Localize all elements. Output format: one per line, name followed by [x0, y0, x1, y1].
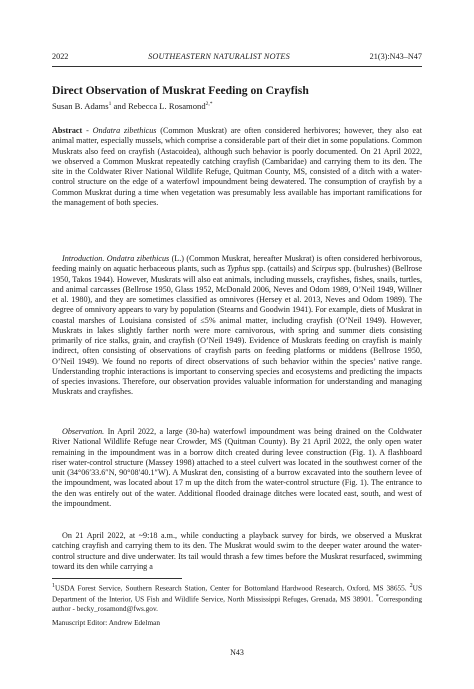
fn-sup-2: 2 [409, 583, 413, 589]
header-journal: SOUTHEASTERN NATURALIST NOTES [148, 52, 290, 61]
intro-text-1: (L.) (Common Muskrat, hereafter Muskrat) is often considered herbivorous, feeding mainly on aquatic herbaceous plants, such as [52, 254, 422, 274]
intro-label: Introduction. [62, 254, 105, 263]
author-and: and [111, 101, 129, 111]
observation-paragraph-2: On 21 April 2022, at ~9:18 a.m., while conducting a playback survey for birds, we observed a Muskrat catching crayfish and carrying them to its den. The Muskrat would swim to the deeper water around the water-control structure and dive underwater. Its tail would thrash a few times before the Muskrat resurfaced, swimming toward its den while carrying a [52, 531, 422, 571]
fn-text-2: US Department of the Interior, US Fish and Wildlife Service, North Mississippi Refuges, Grenada, MS 38901. [52, 583, 422, 604]
intro-genus-scirpus: Scirpus [311, 264, 337, 274]
author-line [52, 101, 422, 111]
abstract-text: (Common Muskrat) are often considered herbivores; however, they also eat animal matter, especially mussels, which comprise a considerable part of their diet in some populations. Common Muskrats also feed on crayfish (Astacoidea), although such behavior is poorly documented. On 21 April 2022, we observed a Common Muskrat repeatedly catching crayfish (Cambaridae) and carrying them to its den. The site in the Coldwater River National Wildlife Refuge, Quitman County, MS, consisted of a ditch with a water-control structure on the edge of a waterfowl impoundment being dewatered. The consumption of crayfish by a Common Muskrat during a time when vegetation was presumably less available has important ramifications for the management of both species. [52, 126, 422, 207]
fn-sup-3: * [375, 593, 379, 600]
author-1-affil: 1 [108, 101, 112, 108]
page-number: N43 [230, 648, 244, 657]
paper-page [52, 0, 422, 689]
header-year: 2022 [52, 52, 69, 61]
abstract-label: Abstract [52, 126, 83, 135]
intro-species: Ondatra zibethicus [104, 254, 170, 263]
fn-text-1: USDA Forest Service, Southern Research Station, Center for Bottomland Hardwood Research, Oxford, MS 38655. [55, 583, 410, 593]
intro-genus-typha: Typhus [226, 264, 250, 274]
abstract-species: Ondatra zibethicus [92, 126, 157, 135]
affiliations-footnote [52, 582, 422, 613]
observation-text: In April 2022, a large (30-ha) waterfowl impoundment was being drained on the Coldwater River National Wildlife Refuge near Crowder, MS (Quitman County). By 21 April 2022, the only open water remaining in the impoundment was in a borrow ditch created during levee construction (Fig. 1). A flashboard riser water-control structure (Massey 1998) attached to a steel culvert was located in the southwest corner of the unit (34°06′33.6″N, 90°08′40.1″W). A Muskrat den, consisting of a burrow excavated into the southern levee of the impoundment, was located about 17 m up the ditch from the water-control structure (Fig. 1). The entrance to the den was entirely out of the water. Additional flooded drainage ditches were located east, south, and west of the impoundment. [52, 427, 422, 508]
manuscript-editor: Manuscript Editor: Andrew Edelman [52, 618, 161, 627]
article-title: Direct Observation of Muskrat Feeding on Crayfish [52, 84, 309, 97]
footnote-rule [52, 578, 182, 579]
intro-text-2: spp. (cattails) and [249, 264, 312, 274]
running-head [52, 52, 422, 61]
fn-sup-1: 1 [52, 583, 56, 589]
abstract [52, 126, 422, 208]
introduction-paragraph [52, 254, 422, 398]
author-2-affil: 2,* [205, 101, 213, 108]
author-2: Rebecca L. Rosamond [128, 101, 206, 111]
header-rule [52, 66, 422, 67]
fn-text-3: Corresponding author - becky_rosamond@fws.gov. [52, 594, 422, 613]
observation-paragraph [52, 427, 422, 509]
author-1: Susan B. Adams [52, 101, 109, 111]
abstract-dash: - [82, 126, 93, 135]
header-volume: 21(3):N43–N47 [369, 52, 422, 61]
intro-text-3: spp. (bulrushes) (Bellrose 1950, Takos 1944). However, Muskrats will also eat animals, including mussels, crayfishes, fishes, snails, turtles, and animal carcasses (Bellrose 1950, Glass 1952, McDonald 2006, Neves and Odom 1989, O’Neil 1949, Willner et al. 1980), and they are sometimes classified as omnivores (Hersey et al. 2013, Neves and Odom 1989). The degree of omnivory appears to vary by population (Stearns and Goodwin 1941). For example, diets of Muskrat in coastal marshes of Louisiana consisted of ≤5% animal matter, including crayfish (O’Neil 1949). However, Muskrats in lakes slightly farther north were more carnivorous, with spring and summer diets consisting primarily of rice stalks, grain, and crayfish (O’Neil 1949). Evidence of Muskrats feeding on crayfish is mainly indirect, often consisting of observations of crayfish parts on feeding platforms or middens (Bellrose 1950, O’Neil 1949). We found no reports of direct observations of such behavior within the species’ native range. Understanding trophic interactions is important to conserving species and ecosystems and predicting the impacts of species invasions. Therefore, our observation provides valuable information for understanding and managing Muskrats and crayfishes. [52, 264, 422, 397]
observation-label: Observation. [62, 427, 105, 436]
